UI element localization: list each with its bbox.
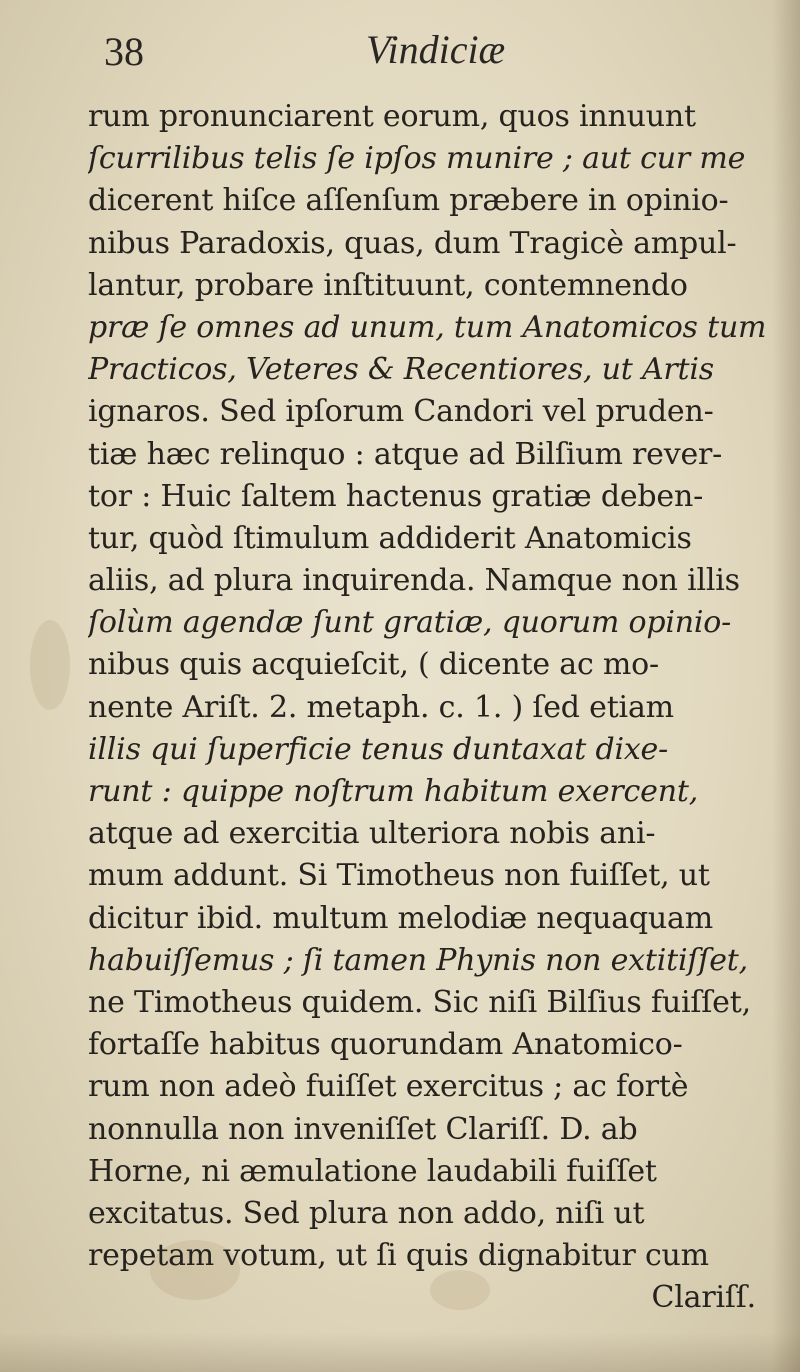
text-line: tiæ hæc relinquo : atque ad Bilſium rever- <box>88 436 723 472</box>
text-line: ſolùm agendæ ſunt gratiæ, quorum opinio- <box>88 605 732 641</box>
text-line: Practicos, Veteres & Recentiores, ut Artis <box>88 352 714 388</box>
running-title: Vindiciæ <box>366 27 506 72</box>
text-line: atque ad exercitia ulteriora nobis ani- <box>88 816 656 852</box>
text-line: tur, quòd ſtimulum addiderit Anatomicis <box>88 520 692 556</box>
text-line: nibus quis acquieſcit, ( dicente ac mo- <box>88 647 659 683</box>
text-line: præ ſe omnes ad unum, tum Anatomicos tum <box>88 309 767 345</box>
text-line: nente Ariſt. 2. metaph. c. 1. ) ſed etiam <box>88 689 674 725</box>
text-line: rum non adeò fuiſſet exercitus ; ac fortè <box>88 1069 689 1105</box>
page-edge-shadow <box>772 0 800 1372</box>
text-line: dicerent hiſce aſſenſum præbere in opinio- <box>88 183 729 219</box>
text-line: ignaros. Sed ipſorum Candori vel pruden- <box>88 394 714 430</box>
body-text <box>88 96 768 1319</box>
paper-stain <box>30 620 70 710</box>
running-head <box>0 22 800 82</box>
text-line: tor : Huic ſaltem hactenus gratiæ deben- <box>88 478 704 514</box>
text-line: fortaſſe habitus quorundam Anatomico- <box>88 1027 683 1063</box>
text-line: mum addunt. Si Timotheus non fuiſſet, ut <box>88 858 710 894</box>
text-line: dicitur ibid. multum melodiæ nequaquam <box>88 900 713 936</box>
text-line: lantur, probare inſtituunt, contemnendo <box>88 267 688 303</box>
text-line: aliis, ad plura inquirenda. Namque non illis <box>88 563 740 599</box>
text-line: nibus Paradoxis, quas, dum Tragicè ampul- <box>88 225 737 261</box>
text-line: excitatus. Sed plura non addo, niſi ut <box>88 1195 645 1231</box>
text-line: repetam votum, ut ſi quis dignabitur cum <box>88 1238 709 1274</box>
page-number: 38 <box>104 29 144 74</box>
catchword: Clariſſ. <box>651 1280 756 1316</box>
text-line: ne Timotheus quidem. Sic niſi Bilſius fuiſſet, <box>88 984 751 1020</box>
text-line: nonnulla non inveniſſet Clariſſ. D. ab <box>88 1111 638 1147</box>
page-bottom-shadow <box>0 1332 800 1372</box>
text-line: rum pronunciarent eorum, quos innuunt <box>88 99 696 134</box>
text-line: illis qui ſuperficie tenus duntaxat dixe- <box>88 731 669 767</box>
text-line: habuiſſemus ; ſi tamen Phynis non extitiſſet, <box>88 942 748 978</box>
text-line: runt : quippe noſtrum habitum exercent, <box>88 774 699 809</box>
text-line: Horne, ni æmulatione laudabili fuiſſet <box>88 1153 657 1189</box>
text-line: ſcurrilibus telis ſe ipſos munire ; aut cur me <box>88 141 746 177</box>
